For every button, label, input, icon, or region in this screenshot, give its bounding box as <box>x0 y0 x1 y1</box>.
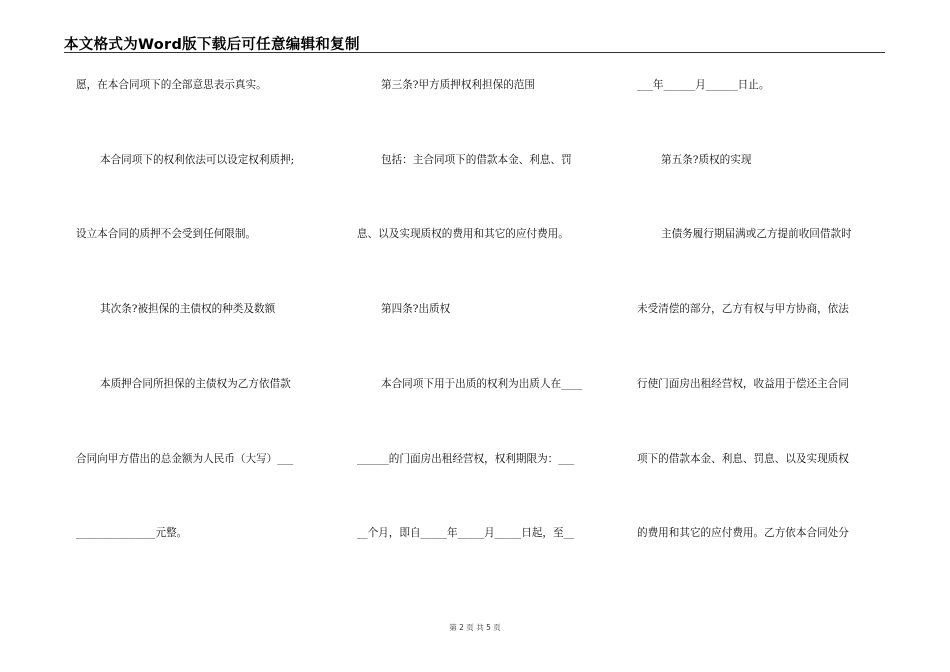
text-line: 设立本合同的质押不会受到任何限制。 <box>76 228 257 241</box>
text-line: 其次条?被担保的主债权的种类及数额 <box>100 303 276 316</box>
text-line: 第四条?出质权 <box>381 303 451 316</box>
text-line: 主债务履行期届满或乙方提前收回借款时 <box>661 228 852 241</box>
text-line: 包括：主合同项下的借款本金、利息、罚 <box>381 153 572 166</box>
text-line: 息、以及实现质权的费用和其它的应付费用。 <box>357 228 569 241</box>
text-line: 愿，在本合同项下的全部意思表示真实。 <box>76 79 267 91</box>
text-line: 合同向甲方借出的总金额为人民币（大写）___ <box>76 452 294 465</box>
header-divider <box>64 52 885 53</box>
text-line: 本合同项下用于出质的权利为出质人在____ <box>381 377 583 390</box>
text-line: ___年______月______日止。 <box>637 79 770 91</box>
text-line: 行使门面房出租经营权，收益用于偿还主合同 <box>637 377 849 390</box>
text-line: 本合同项下的权利依法可以设定权利质押; <box>100 153 295 166</box>
text-line: 第三条?甲方质押权利担保的范围 <box>381 79 535 91</box>
text-line: _______________元整。 <box>76 527 188 540</box>
document-header-title: 本文格式为Word版下载后可任意编辑和复制 <box>64 37 360 53</box>
text-line: 本质押合同所担保的主债权为乙方依借款 <box>100 377 291 390</box>
text-line: __个月，即自_____年_____月_____日起，至__ <box>357 527 575 540</box>
text-line: 第五条?质权的实现 <box>661 153 752 166</box>
text-line: 的费用和其它的应付费用。乙方依本合同处分 <box>637 527 849 540</box>
page-number-footer: 第 2 页 共 5 页 <box>449 623 501 632</box>
text-line: 项下的借款本金、利息、罚息、以及实现质权 <box>637 452 849 465</box>
text-line: ______的门面房出租经营权，权利期限为：___ <box>357 452 575 465</box>
text-line: 未受清偿的部分，乙方有权与甲方协商，依法 <box>637 303 849 316</box>
